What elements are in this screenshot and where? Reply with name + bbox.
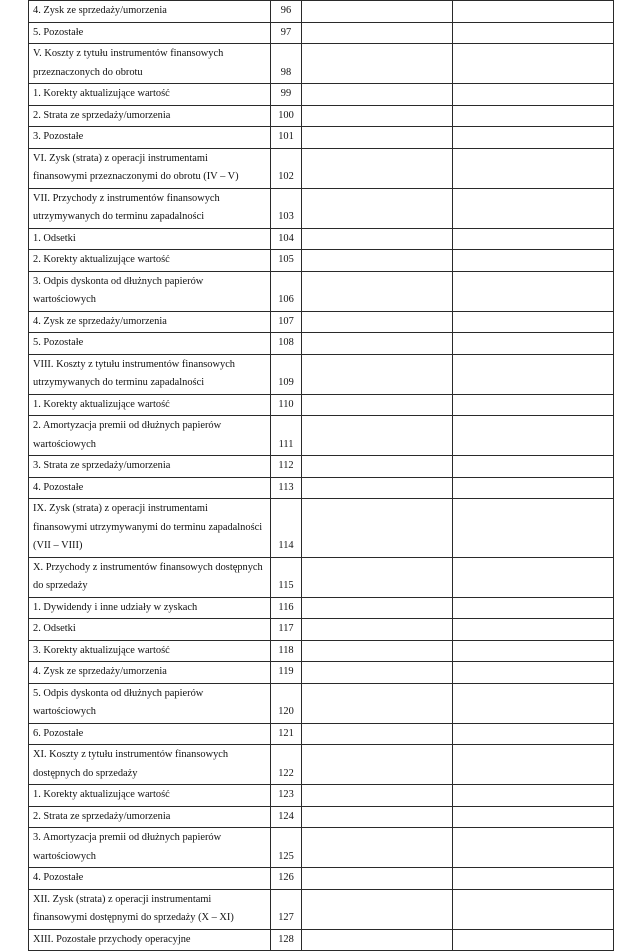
value-cell-previous [453, 597, 614, 619]
row-label: XII. Zysk (strata) z operacji instrumentami finansowymi dostępnymi do sprzedaży (X – XI) [29, 889, 271, 929]
value-cell-previous [453, 477, 614, 499]
row-number: 106 [271, 271, 302, 311]
table-row [29, 188, 614, 228]
value-cell-previous [453, 1, 614, 23]
value-cell-current [302, 597, 453, 619]
row-number: 125 [271, 828, 302, 868]
row-number: 119 [271, 662, 302, 684]
value-cell-current [302, 333, 453, 355]
table-row [29, 456, 614, 478]
value-cell-previous [453, 499, 614, 558]
table-row [29, 929, 614, 951]
table-row [29, 557, 614, 597]
row-number: 113 [271, 477, 302, 499]
row-number: 124 [271, 806, 302, 828]
table-row [29, 1, 614, 23]
value-cell-current [302, 250, 453, 272]
row-label: 4. Zysk ze sprzedaży/umorzenia [29, 662, 271, 684]
row-number: 104 [271, 228, 302, 250]
table-row [29, 44, 614, 84]
value-cell-current [302, 619, 453, 641]
row-label: IX. Zysk (strata) z operacji instrumentami finansowymi utrzymywanymi do terminu zapadalności (VII – VIII) [29, 499, 271, 558]
row-number: 110 [271, 394, 302, 416]
value-cell-previous [453, 416, 614, 456]
value-cell-previous [453, 44, 614, 84]
row-number: 123 [271, 785, 302, 807]
value-cell-previous [453, 333, 614, 355]
value-cell-previous [453, 105, 614, 127]
table-row [29, 683, 614, 723]
row-number: 99 [271, 84, 302, 106]
row-number: 102 [271, 148, 302, 188]
value-cell-current [302, 929, 453, 951]
row-label: 3. Pozostałe [29, 127, 271, 149]
table-row [29, 597, 614, 619]
row-label: 2. Strata ze sprzedaży/umorzenia [29, 806, 271, 828]
row-label: 5. Odpis dyskonta od dłużnych papierów wartościowych [29, 683, 271, 723]
value-cell-previous [453, 619, 614, 641]
value-cell-previous [453, 662, 614, 684]
value-cell-previous [453, 84, 614, 106]
row-number: 128 [271, 929, 302, 951]
row-number: 105 [271, 250, 302, 272]
row-number: 116 [271, 597, 302, 619]
row-label: 2. Odsetki [29, 619, 271, 641]
value-cell-previous [453, 228, 614, 250]
row-label: 5. Pozostałe [29, 333, 271, 355]
value-cell-previous [453, 557, 614, 597]
value-cell-current [302, 640, 453, 662]
row-number: 109 [271, 354, 302, 394]
value-cell-current [302, 311, 453, 333]
value-cell-previous [453, 868, 614, 890]
value-cell-current [302, 84, 453, 106]
value-cell-current [302, 416, 453, 456]
value-cell-current [302, 271, 453, 311]
row-label: 5. Pozostałe [29, 22, 271, 44]
row-label: 1. Dywidendy i inne udziały w zyskach [29, 597, 271, 619]
value-cell-previous [453, 929, 614, 951]
table-row [29, 499, 614, 558]
value-cell-current [302, 188, 453, 228]
value-cell-previous [453, 456, 614, 478]
row-label: 1. Korekty aktualizujące wartość [29, 84, 271, 106]
row-number: 111 [271, 416, 302, 456]
table-row [29, 723, 614, 745]
value-cell-current [302, 354, 453, 394]
row-number: 97 [271, 22, 302, 44]
row-number: 98 [271, 44, 302, 84]
value-cell-current [302, 127, 453, 149]
value-cell-previous [453, 148, 614, 188]
row-label: XIII. Pozostałe przychody operacyjne [29, 929, 271, 951]
row-number: 112 [271, 456, 302, 478]
value-cell-current [302, 662, 453, 684]
row-number: 101 [271, 127, 302, 149]
row-label: 2. Amortyzacja premii od dłużnych papierów wartościowych [29, 416, 271, 456]
row-number: 117 [271, 619, 302, 641]
row-label: V. Koszty z tytułu instrumentów finansowych przeznaczonych do obrotu [29, 44, 271, 84]
table-row [29, 806, 614, 828]
row-label: 3. Strata ze sprzedaży/umorzenia [29, 456, 271, 478]
row-label: 6. Pozostałe [29, 723, 271, 745]
table-row [29, 889, 614, 929]
row-label: 4. Zysk ze sprzedaży/umorzenia [29, 311, 271, 333]
row-label: 3. Odpis dyskonta od dłużnych papierów wartościowych [29, 271, 271, 311]
table-row [29, 662, 614, 684]
value-cell-current [302, 723, 453, 745]
value-cell-current [302, 889, 453, 929]
row-number: 127 [271, 889, 302, 929]
table-row [29, 271, 614, 311]
row-number: 122 [271, 745, 302, 785]
value-cell-current [302, 44, 453, 84]
table-row [29, 394, 614, 416]
value-cell-previous [453, 745, 614, 785]
row-number: 96 [271, 1, 302, 23]
value-cell-previous [453, 188, 614, 228]
value-cell-previous [453, 250, 614, 272]
value-cell-current [302, 477, 453, 499]
row-label: 3. Amortyzacja premii od dłużnych papierów wartościowych [29, 828, 271, 868]
value-cell-previous [453, 22, 614, 44]
row-label: X. Przychody z instrumentów finansowych dostępnych do sprzedaży [29, 557, 271, 597]
table-row [29, 868, 614, 890]
table-row [29, 250, 614, 272]
row-number: 120 [271, 683, 302, 723]
row-label: 1. Korekty aktualizujące wartość [29, 785, 271, 807]
table-row [29, 228, 614, 250]
table-row [29, 333, 614, 355]
value-cell-current [302, 499, 453, 558]
value-cell-previous [453, 723, 614, 745]
row-number: 108 [271, 333, 302, 355]
row-label: 1. Korekty aktualizujące wartość [29, 394, 271, 416]
table-row [29, 148, 614, 188]
row-label: VIII. Koszty z tytułu instrumentów finansowych utrzymywanych do terminu zapadalności [29, 354, 271, 394]
row-number: 114 [271, 499, 302, 558]
value-cell-previous [453, 311, 614, 333]
value-cell-current [302, 148, 453, 188]
value-cell-current [302, 456, 453, 478]
row-label: 4. Pozostałe [29, 477, 271, 499]
row-label: 2. Strata ze sprzedaży/umorzenia [29, 105, 271, 127]
table-row [29, 311, 614, 333]
row-number: 100 [271, 105, 302, 127]
value-cell-current [302, 785, 453, 807]
row-number: 126 [271, 868, 302, 890]
table-body [29, 1, 614, 951]
row-label: 2. Korekty aktualizujące wartość [29, 250, 271, 272]
table-row [29, 22, 614, 44]
table-row [29, 745, 614, 785]
row-number: 115 [271, 557, 302, 597]
value-cell-current [302, 806, 453, 828]
value-cell-previous [453, 127, 614, 149]
table-row [29, 84, 614, 106]
row-number: 118 [271, 640, 302, 662]
value-cell-previous [453, 354, 614, 394]
table-row [29, 354, 614, 394]
row-label: VI. Zysk (strata) z operacji instrumentami finansowymi przeznaczonymi do obrotu (IV – V) [29, 148, 271, 188]
value-cell-previous [453, 394, 614, 416]
row-label: 3. Korekty aktualizujące wartość [29, 640, 271, 662]
value-cell-current [302, 683, 453, 723]
value-cell-current [302, 868, 453, 890]
table-row [29, 785, 614, 807]
row-label: 4. Pozostałe [29, 868, 271, 890]
row-label: XI. Koszty z tytułu instrumentów finansowych dostępnych do sprzedaży [29, 745, 271, 785]
row-number: 103 [271, 188, 302, 228]
value-cell-previous [453, 889, 614, 929]
value-cell-current [302, 228, 453, 250]
row-label: 4. Zysk ze sprzedaży/umorzenia [29, 1, 271, 23]
table-row [29, 477, 614, 499]
row-label: VII. Przychody z instrumentów finansowych utrzymywanych do terminu zapadalności [29, 188, 271, 228]
table-row [29, 640, 614, 662]
value-cell-current [302, 22, 453, 44]
value-cell-previous [453, 785, 614, 807]
row-number: 121 [271, 723, 302, 745]
financial-statement-table [28, 0, 614, 951]
row-label: 1. Odsetki [29, 228, 271, 250]
value-cell-previous [453, 683, 614, 723]
value-cell-current [302, 1, 453, 23]
value-cell-previous [453, 271, 614, 311]
value-cell-current [302, 745, 453, 785]
value-cell-previous [453, 640, 614, 662]
value-cell-current [302, 105, 453, 127]
value-cell-previous [453, 806, 614, 828]
table-row [29, 127, 614, 149]
value-cell-current [302, 394, 453, 416]
table-row [29, 619, 614, 641]
value-cell-current [302, 557, 453, 597]
table-row [29, 105, 614, 127]
row-number: 107 [271, 311, 302, 333]
table-row [29, 416, 614, 456]
